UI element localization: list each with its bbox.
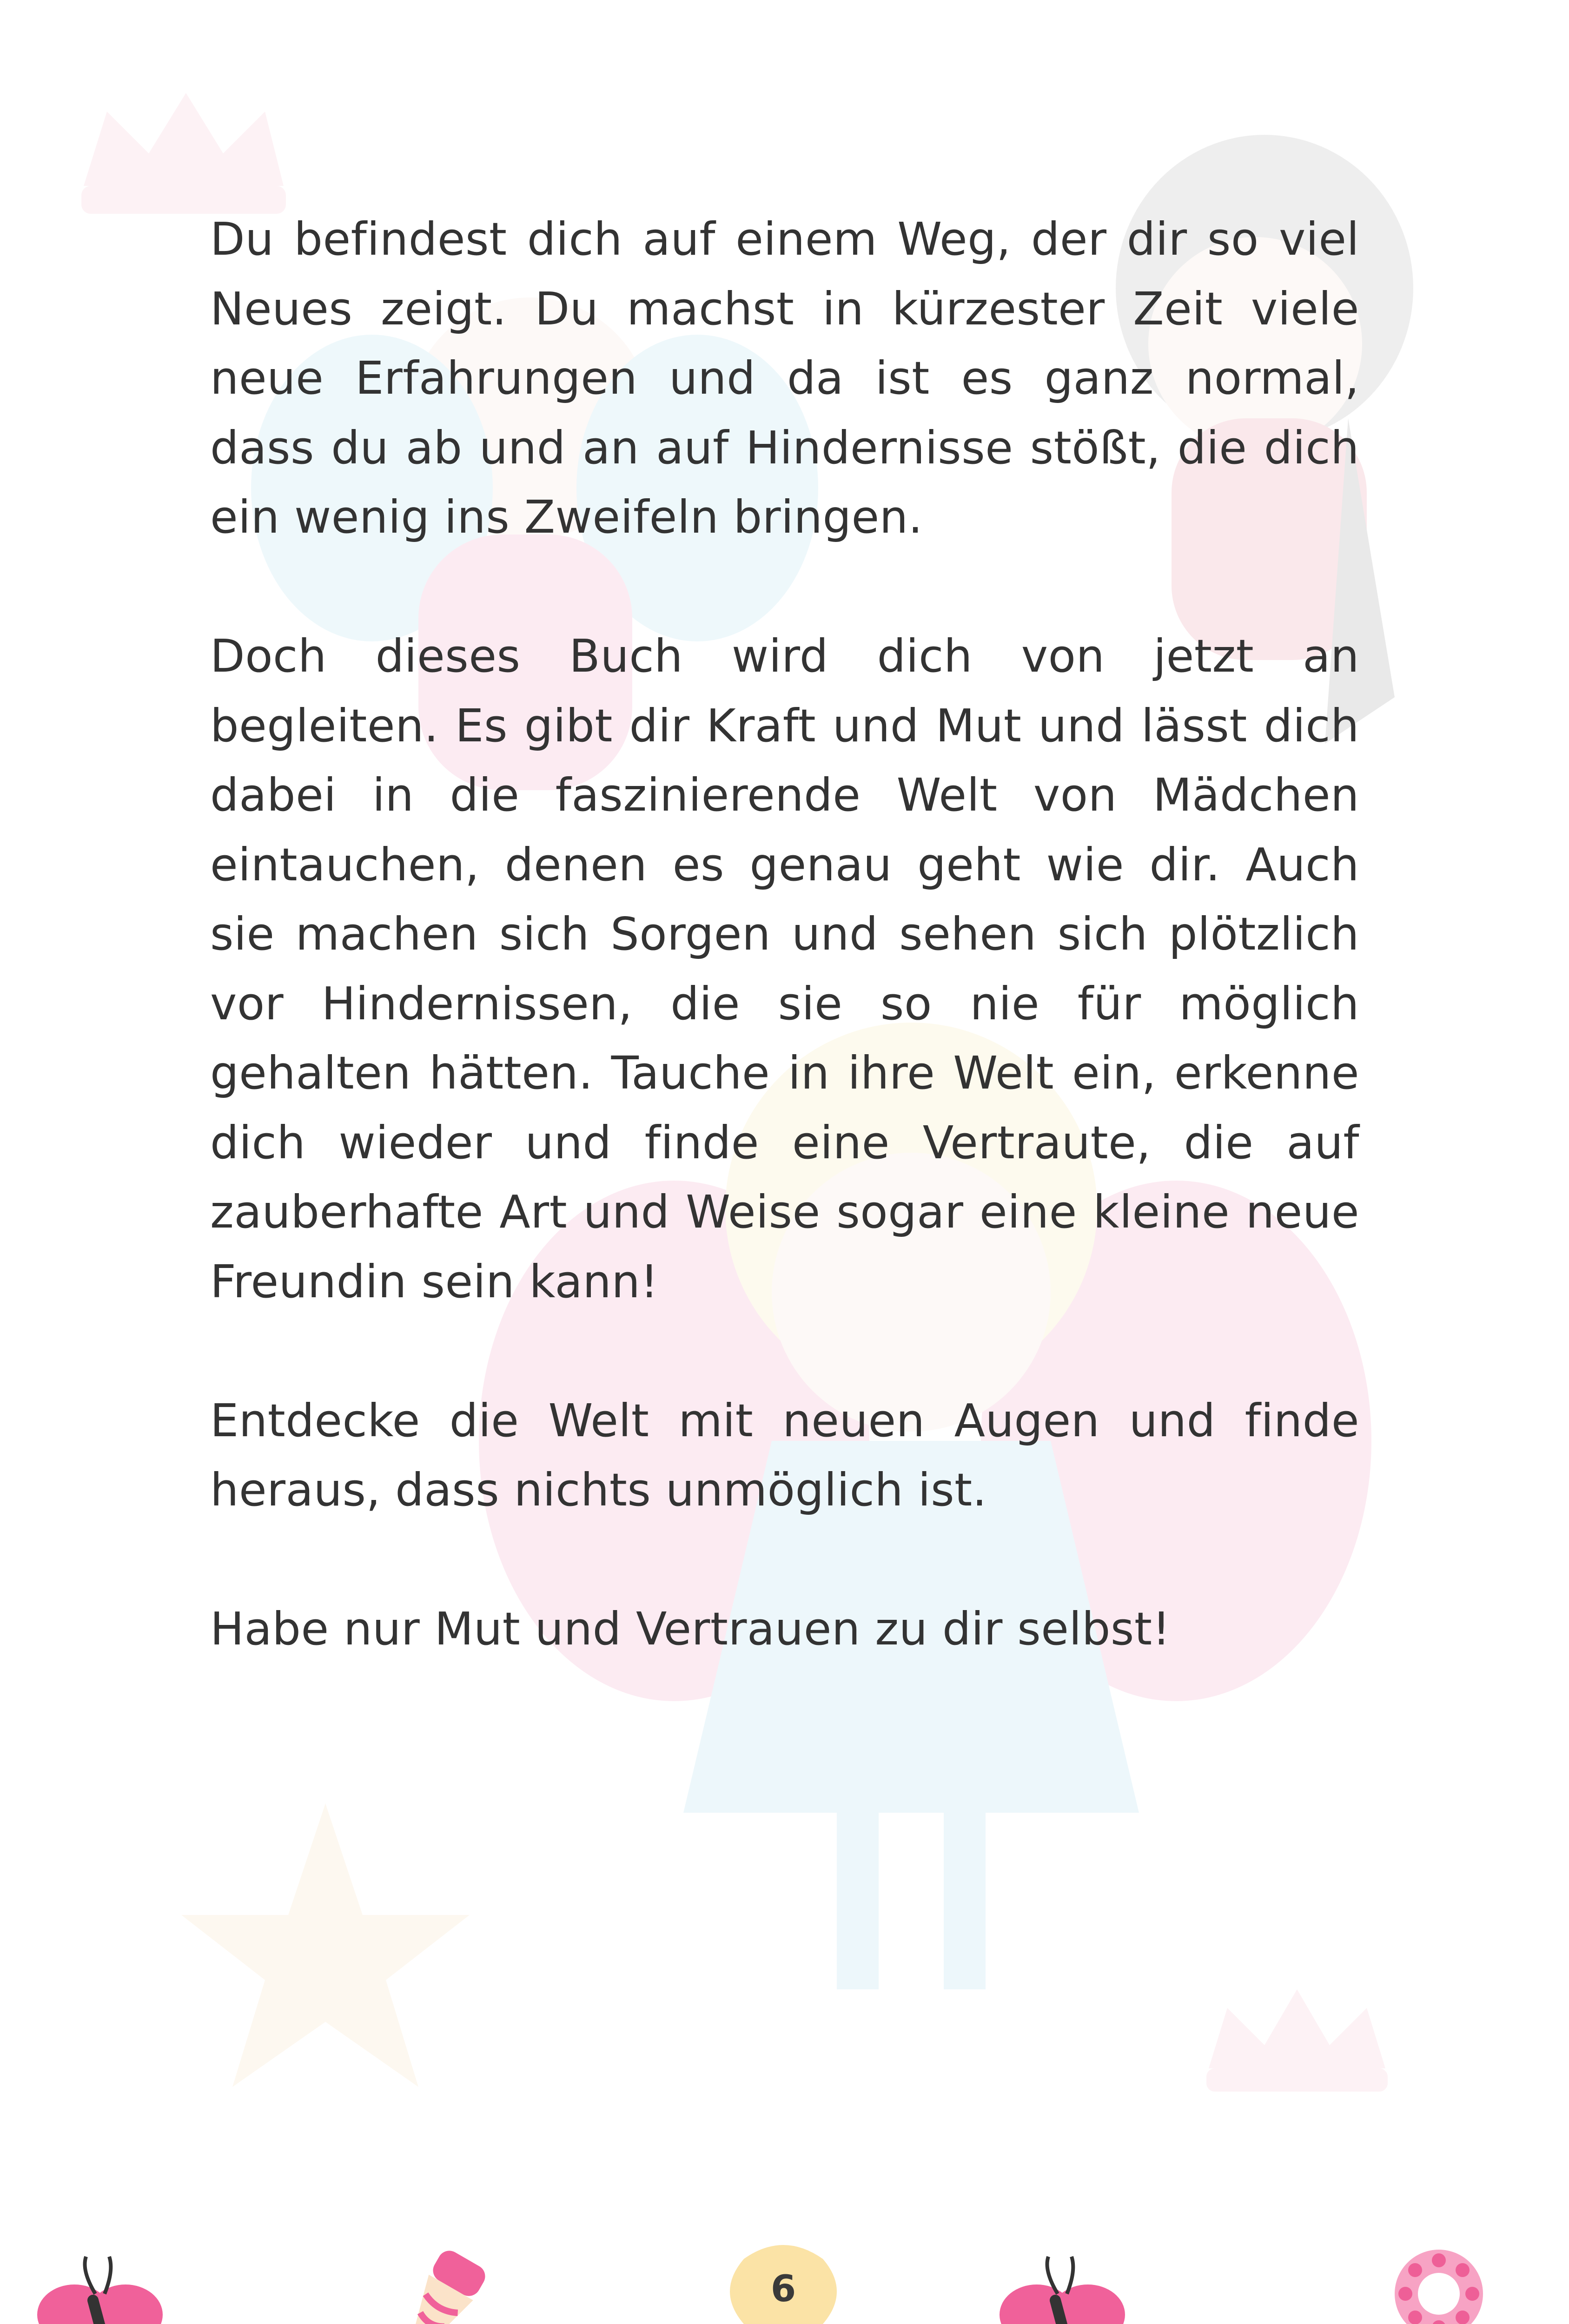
crown-watermark-icon bbox=[1206, 1989, 1388, 2092]
paragraph-discover: Entdecke die Welt mit neuen Augen und finde heraus, dass nichts unmöglich ist. bbox=[210, 1394, 1359, 1516]
page-number: 6 bbox=[770, 2268, 796, 2310]
paragraph-book: Doch dieses Buch wird dich von jetzt an begleiten. Es gibt dir Kraft und Mut und lässt dich dabei in die faszinierende Welt von Mädchen eintauchen, denen es genau geht wie dir. Auch sie machen sich Sorgen und sehen sich plötzlich vor Hindernissen, die sie so nie für möglich gehalten hätten. Tauche in ihre Welt ein, erkenne dich wieder und finde eine Vertraute, die auf zauberhafte Art und Weise sogar eine kleine neue Freundin sein kann! bbox=[210, 630, 1359, 1308]
crown-watermark-icon bbox=[81, 93, 286, 214]
butterfly-icon bbox=[1000, 2257, 1125, 2324]
paragraph-intro: Du befindest dich auf einem Weg, der dir so viel Neues zeigt. Du machst in kürzester Zeit viele neue Erfahrungen und da ist es ganz normal, dass du ab und an auf Hindernisse stößt, die dich ein wenig ins Zweifeln bringen. bbox=[210, 213, 1359, 543]
paragraph-courage: Habe nur Mut und Vertrauen zu dir selbst! bbox=[210, 1603, 1171, 1655]
ice-cream-icon bbox=[398, 2246, 489, 2324]
star-watermark-icon bbox=[181, 1803, 470, 2087]
butterfly-icon bbox=[37, 2257, 163, 2324]
swim-ring-icon bbox=[1395, 2250, 1483, 2324]
body-text bbox=[210, 205, 1359, 1733]
